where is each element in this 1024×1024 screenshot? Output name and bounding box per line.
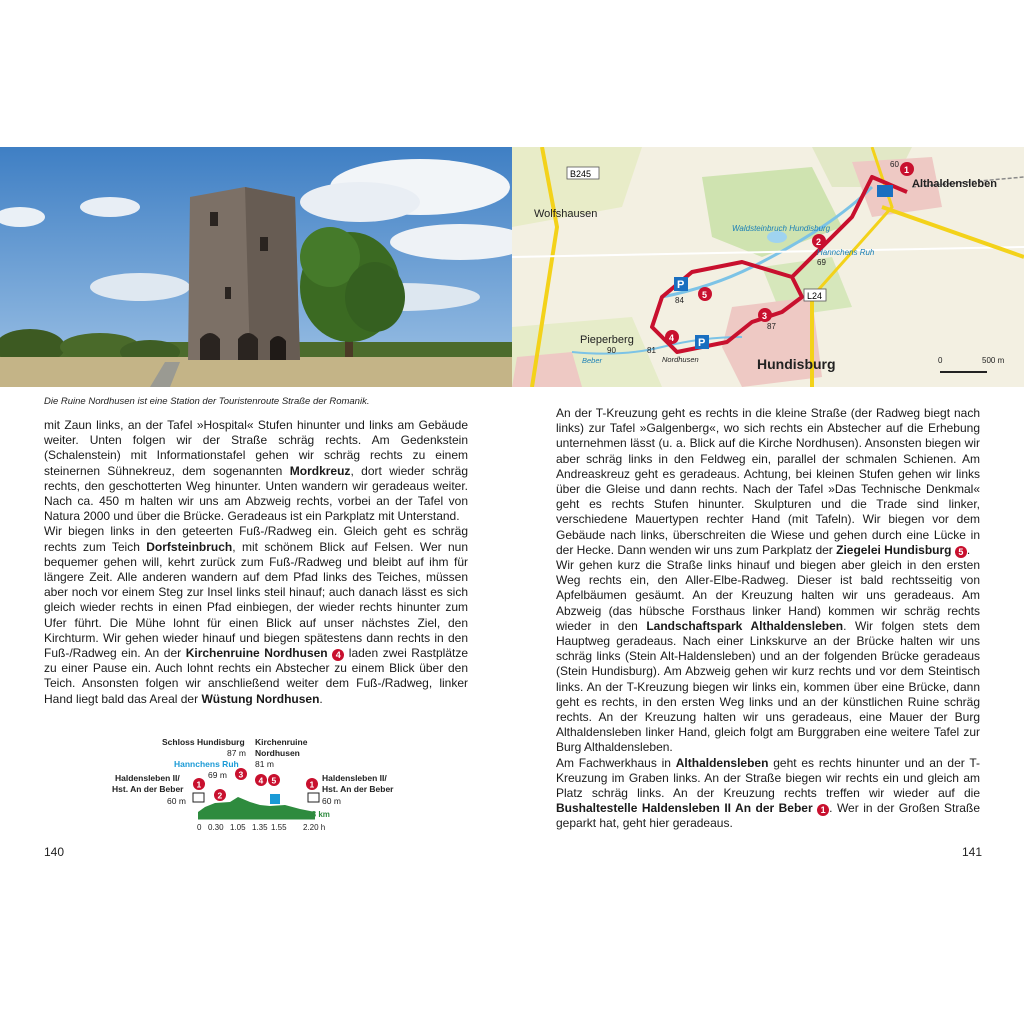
- svg-text:1: 1: [309, 779, 315, 790]
- waypoint-badge: 4: [332, 649, 344, 661]
- svg-text:3: 3: [762, 311, 768, 321]
- bus-icon: [193, 793, 204, 802]
- svg-text:2: 2: [816, 237, 822, 247]
- profile-marker: [268, 774, 280, 786]
- profile-label-hannchens: Hannchens Ruh: [174, 759, 239, 769]
- profile-time: 2.20 h: [303, 823, 326, 832]
- map-label-l24: L24: [807, 291, 823, 301]
- page-number-right: 141: [962, 845, 983, 859]
- profile-elevation-area: [198, 797, 315, 819]
- waypoint-badge: 1: [817, 804, 829, 816]
- svg-text:4: 4: [258, 775, 264, 786]
- svg-text:0: 0: [938, 356, 943, 365]
- profile-label-schloss: Schloss Hundisburg: [162, 737, 245, 747]
- paragraph: Wir gehen kurz die Straße links hinauf und biegen aber gleich in den ersten Weg rechts ein, den Aller-Elbe-Radweg. Dieser ist bald rechtsseitig von Apfelbäumen gesäumt. An der Kreuzung halten wir uns geradeaus. Am Abzweig (das hübsche Forsthaus linker Hand) kommen wir schräg rechts wieder in den Landschaftspark Althaldensleben. Wir folgen stets dem Hauptweg geradeaus. Nach einer Linkskurve an der Brücke halten wir uns schräg links (Stein Alt-Haldensleben) und an der folgenden Brücke geradeaus (Stein Hundisburg). Am Abzweig gehen wir kurz rechts und vor dem Steintisch links. An der T-Kreuzung biegen wir links ein, kommen über eine Brücke, dann geht es rechts, in den ersten Weg links und an der künstlichen Ruine schräg rechts. An der Kreuzung halten wir uns geradeaus, eine Mauer der Burg Althaldensleben linker Hand, gleich folgt am Burggraben eine weitere Tafel zur Burg Althaldensleben.: [556, 558, 980, 755]
- profile-time: 0: [197, 823, 202, 832]
- parking-icon: [695, 335, 709, 349]
- profile-label-left-1: Haldensleben II/: [115, 773, 180, 783]
- map-label-81: 81: [647, 346, 656, 355]
- profile-label-left-2: Hst. An der Beber: [112, 784, 184, 794]
- profile-label-left-height: 60 m: [167, 796, 186, 806]
- profile-marker: [193, 778, 205, 790]
- map-label-69: 69: [817, 258, 826, 267]
- profile-label-kirchen-height: 81 m: [255, 759, 274, 769]
- map-label-hundisburg: Hundisburg: [757, 356, 836, 372]
- map-label-wolfshausen: Wolfshausen: [534, 208, 598, 220]
- profile-label-kirchen-2: Nordhusen: [255, 748, 300, 758]
- profile-marker: [255, 774, 267, 786]
- svg-text:500 m: 500 m: [982, 356, 1005, 365]
- svg-text:1: 1: [904, 165, 910, 175]
- svg-text:4: 4: [669, 333, 675, 343]
- map-marker-1: [900, 162, 914, 176]
- map-label-nordhusen: Nordhusen: [662, 355, 699, 364]
- profile-time: 1.35: [252, 823, 268, 832]
- map-label-waldsteinbruch: Waldsteinbruch Hundisburg: [732, 224, 831, 233]
- right-column-text: [556, 406, 980, 832]
- profile-time: 1.05: [230, 823, 246, 832]
- elevation-profile: [110, 733, 410, 833]
- parking-icon: [674, 277, 688, 291]
- waypoint-badge: 5: [955, 546, 967, 558]
- paragraph: mit Zaun links, an der Tafel »Hospital« Stufen hinunter und links am Gebäude weiter. Unten folgen wir der Straße schräg rechts. Am Gedenkstein (Schalenstein) mit Informationstafel gehen wir schräg rechts zu einem steinernen Sühnekreuz, dem sogenannten Mordkreuz, dort wieder schräg rechts, den geschotterten Weg hinunter. Unten wandern wir geradeaus weiter. Nach ca. 450 m halten wir uns am Abzweig rechts, vorbei an der Tafel von Natura 2000 und über die Brücke. Geradeaus ist ein Parkplatz mit Unterstand.: [44, 418, 468, 524]
- tower-ruin-photo: [0, 147, 512, 387]
- profile-label-right-1: Haldensleben II/: [322, 773, 387, 783]
- profile-label-schloss-height: 87 m: [227, 748, 246, 758]
- parking-icon: [270, 794, 280, 804]
- profile-marker: [214, 789, 226, 801]
- profile-time: 1.55: [271, 823, 287, 832]
- svg-text:5: 5: [271, 775, 277, 786]
- map-label-84: 84: [675, 296, 684, 305]
- paragraph: An der T-Kreuzung geht es rechts in die kleine Straße (der Radweg biegt nach links) zur Tafel »Galgenberg«, wo sich rechts ein Abstecher auf die Erhebung unternehmen lässt (u. a. Blick auf die Kirche Nordhusen). Ansonsten biegen wir aber schräg links in den Feldweg ein, parallel der schmalen Schienen. Am Andreaskreuz geht es geradeaus. Achtung, bei kleinen Stufen gehen wir links über die Gleise und dann rechts. Nach der Tafel »Das Technische Denkmal« geht es rechts Stufen hinunter. Skulpturen und die Trade sind linker, verschiedene Mauertypen rechter Hand (mit Tafeln). Wir biegen vor dem Gebäude nach links, überschreiten die Wiese und gehen durch eine Lücke in der Hecke. Dann wenden wir uns zum Parkplatz der Ziegelei Hundisburg 5 .: [556, 406, 980, 557]
- map-label-b245: B245: [570, 169, 592, 179]
- left-column-text: [44, 418, 468, 707]
- map-label-hannchens: Hannchens Ruh: [817, 248, 875, 257]
- map-marker-2: [812, 234, 826, 248]
- map-label-87: 87: [767, 322, 776, 331]
- map-marker-3: [758, 308, 772, 322]
- paragraph: Am Fachwerkhaus in Althaldensleben geht es rechts hinunter und an der T-Kreuzung im Graben links. An der Straße biegen wir rechts ein und gleich am Platz schräg links. An der Kreuzung rechts treffen wir wieder auf die Bushaltestelle Haldensleben II An der Beber 1 . Wer in der Großen Straße geparkt hat, geht hier geradeaus.: [556, 755, 980, 831]
- svg-text:1: 1: [196, 779, 202, 790]
- route-map: [512, 147, 1024, 387]
- svg-text:P: P: [698, 337, 706, 349]
- bus-icon: [877, 185, 893, 197]
- profile-time: 0.30: [208, 823, 224, 832]
- map-marker-5: [698, 287, 712, 301]
- profile-label-kirchen-1: Kirchenruine: [255, 737, 308, 747]
- profile-marker: [235, 768, 247, 780]
- profile-length: 9.8 km: [305, 810, 330, 819]
- svg-text:2: 2: [217, 790, 223, 801]
- map-label-beber: Beber: [582, 356, 603, 365]
- profile-marker: [306, 778, 318, 790]
- map-label-pieperberg: Pieperberg: [580, 334, 634, 346]
- map-label-60: 60: [890, 160, 899, 169]
- photo-caption: Die Ruine Nordhusen ist eine Station der Touristenroute Straße der Romanik.: [44, 396, 370, 407]
- paragraph: Wir biegen links in den geteerten Fuß-/Radweg ein. Gleich geht es schräg rechts zum Teich Dorfsteinbruch, mit schönem Blick auf Felsen. Wer nun bequemer gehen will, kehrt zurück zum Fuß-/Radweg und bleibt auf ihm für längere Zeit. Alle anderen wandern auf dem Pfad links des Teiches, müssen aber noch vor einem Steg zur Insel links steil hinauf; auch danach lässt es sich gleich wieder rechts in einen Pfad einbiegen, der wieder rechts hinunter zum Ufer führt. Die Mühe lohnt für einen Blick auf unser nächstes Ziel, den Kirchturm. Wir gehen wieder hinauf und biegen spätestens dann rechts in den Fuß-/Radweg ein. An der Kirchenruine Nordhusen 4 laden zwei Rastplätze zu einer Pause ein. Auch lohnt rechts ein Abstecher zu einem Blick über den Teich. Ansonsten folgen wir anschließend weiter dem Fuß-/Radweg, linker Hand liegt bald das Areal der Wüstung Nordhusen.: [44, 524, 469, 706]
- svg-text:3: 3: [238, 769, 244, 780]
- svg-text:P: P: [677, 279, 685, 291]
- profile-label-right-height: 60 m: [322, 796, 341, 806]
- map-label-althaldensleben: Althaldensleben: [912, 178, 997, 190]
- bus-icon: [308, 793, 319, 802]
- map-label-pieperberg-height: 90: [607, 346, 616, 355]
- svg-text:5: 5: [702, 290, 708, 300]
- profile-label-hannchens-height: 69 m: [208, 770, 227, 780]
- map-marker-4: [665, 330, 679, 344]
- page-number-left: 140: [44, 845, 65, 859]
- profile-label-right-2: Hst. An der Beber: [322, 784, 394, 794]
